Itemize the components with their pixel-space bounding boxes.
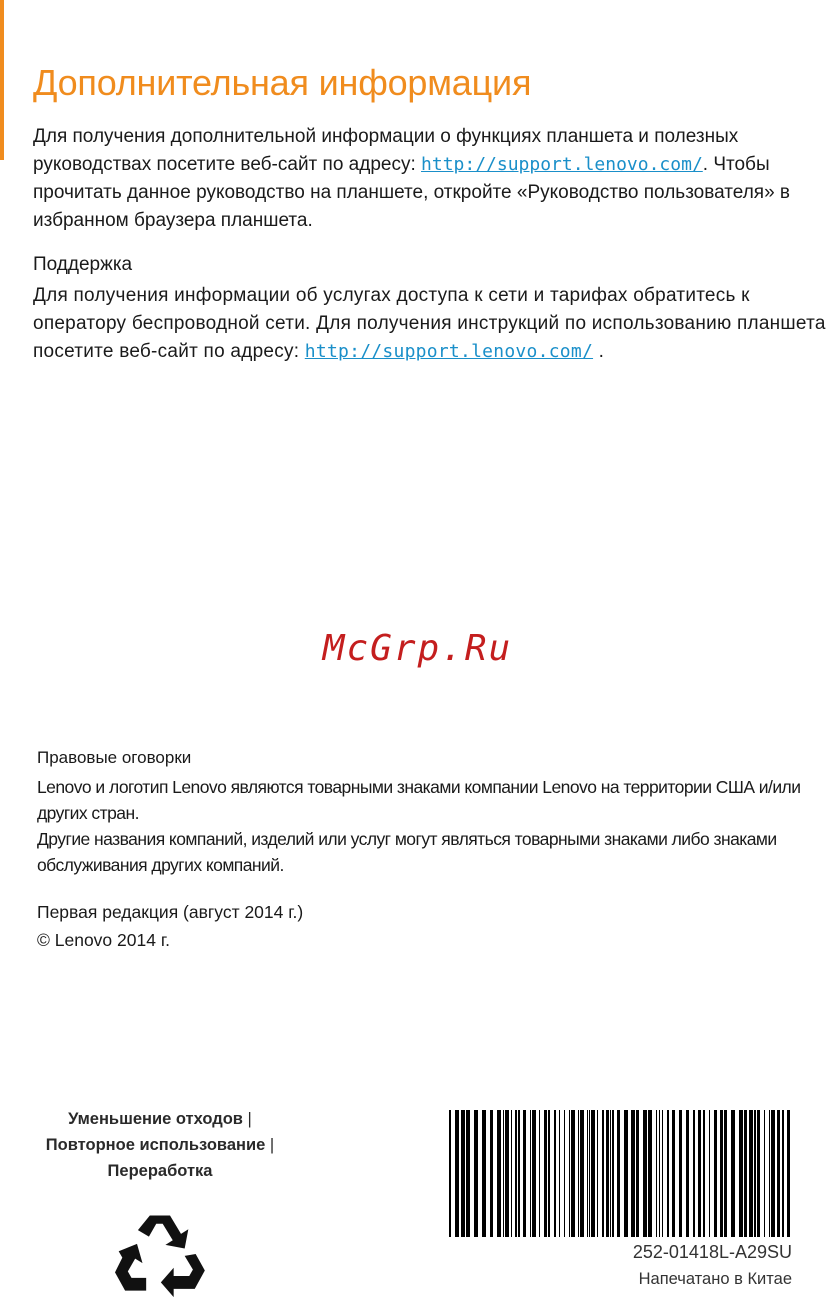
barcode-bar bbox=[764, 1110, 765, 1237]
barcode-bar bbox=[720, 1110, 723, 1237]
barcode-bar bbox=[610, 1110, 611, 1237]
barcode-bar bbox=[466, 1110, 470, 1237]
barcode-bar bbox=[518, 1110, 520, 1237]
support-paragraph bbox=[33, 282, 833, 366]
barcode-bar bbox=[612, 1110, 614, 1237]
barcode-bar bbox=[591, 1110, 595, 1237]
barcode-bar bbox=[643, 1110, 647, 1237]
barcode-bar bbox=[624, 1110, 628, 1237]
recycling-line-1: Уменьшение отходов bbox=[68, 1110, 243, 1128]
barcode-bar bbox=[497, 1110, 501, 1237]
support-heading: Поддержка bbox=[33, 254, 133, 275]
barcode-bar bbox=[449, 1110, 451, 1237]
barcode-bar bbox=[739, 1110, 743, 1237]
barcode-bar bbox=[636, 1110, 639, 1237]
barcode-bar bbox=[631, 1110, 635, 1237]
barcode-bar bbox=[686, 1110, 689, 1237]
barcode-bar bbox=[659, 1110, 660, 1237]
barcode-bar bbox=[515, 1110, 517, 1237]
barcode-bar bbox=[667, 1110, 669, 1237]
barcode-bar bbox=[703, 1110, 705, 1237]
barcode-bar bbox=[554, 1110, 556, 1237]
legal-trademark-text: Lenovo и логотип Lenovo являются товарными знаками компании Lenovo на территории США и/или других стран. bbox=[37, 777, 801, 823]
barcode-bar bbox=[672, 1110, 675, 1237]
legal-heading: Правовые оговорки bbox=[37, 748, 192, 767]
info-text-before: Для получения дополнительной информации о функциях планшета и полезных руководствах посетите веб-сайт по адресу: bbox=[33, 126, 739, 175]
edition-text: Первая редакция (август 2014 г.) bbox=[37, 902, 304, 922]
barcode-bar bbox=[597, 1110, 598, 1237]
barcode-bar bbox=[569, 1110, 570, 1237]
barcode-bar bbox=[455, 1110, 459, 1237]
barcode-bar bbox=[571, 1110, 575, 1237]
barcode-bar bbox=[693, 1110, 695, 1237]
barcode-bar bbox=[749, 1110, 753, 1237]
accent-bar bbox=[0, 0, 4, 160]
barcode-bar bbox=[580, 1110, 584, 1237]
barcode-bar bbox=[490, 1110, 493, 1237]
barcode-bar bbox=[679, 1110, 682, 1237]
barcode-bar bbox=[698, 1110, 701, 1237]
barcode-bar bbox=[662, 1110, 663, 1237]
barcode-bar bbox=[648, 1110, 652, 1237]
barcode-bar bbox=[714, 1110, 717, 1237]
barcode-bar bbox=[544, 1110, 547, 1237]
barcode-bar bbox=[530, 1110, 531, 1237]
barcode-bar bbox=[503, 1110, 504, 1237]
legal-other-trademarks-text: Другие названия компаний, изделий или услуг могут являться товарными знаками либо знаками обслуживания других компаний. bbox=[37, 829, 777, 875]
support-link-2[interactable]: http://support.lenovo.com/ bbox=[304, 341, 594, 362]
barcode-bar bbox=[587, 1110, 588, 1237]
barcode-bar bbox=[709, 1110, 710, 1237]
support-link[interactable]: http://support.lenovo.com/ bbox=[421, 154, 703, 175]
printed-in-text: Напечатано в Китае bbox=[638, 1270, 792, 1288]
barcode-bar bbox=[771, 1110, 775, 1237]
barcode-bar bbox=[724, 1110, 727, 1237]
barcode bbox=[449, 1110, 792, 1237]
barcode-bar bbox=[564, 1110, 565, 1237]
barcode-bar bbox=[744, 1110, 747, 1237]
recycling-line-3: Переработка bbox=[107, 1162, 213, 1180]
barcode-bar bbox=[523, 1110, 526, 1237]
barcode-bar bbox=[482, 1110, 486, 1237]
support-text-before: Для получения информации об услугах доступа к сети и тарифах обратитесь к оператору беспроводной сети. Для получения инструкций по использованию планшета посетите веб-сайт по адресу: bbox=[33, 285, 826, 362]
page-title: Дополнительная информация bbox=[33, 62, 532, 103]
recycling-slogan bbox=[0, 1106, 320, 1184]
barcode-bar bbox=[656, 1110, 657, 1237]
barcode-bar bbox=[617, 1110, 620, 1237]
barcode-bar bbox=[559, 1110, 560, 1237]
barcode-bar bbox=[539, 1110, 540, 1237]
barcode-bar bbox=[589, 1110, 590, 1237]
barcode-bar bbox=[769, 1110, 770, 1237]
separator-2: | bbox=[269, 1136, 275, 1154]
barcode-bar bbox=[461, 1110, 465, 1237]
barcode-bar bbox=[578, 1110, 579, 1237]
recycling-line-2: Повторное использование bbox=[45, 1136, 266, 1154]
barcode-bar bbox=[731, 1110, 735, 1237]
barcode-bar bbox=[757, 1110, 760, 1237]
barcode-bar bbox=[606, 1110, 609, 1237]
separator-1: | bbox=[247, 1110, 252, 1128]
barcode-bar bbox=[511, 1110, 512, 1237]
barcode-bar bbox=[787, 1110, 790, 1237]
barcode-number: 252-01418L-A29SU bbox=[632, 1242, 792, 1262]
edition-block bbox=[37, 898, 303, 954]
support-text-after: . bbox=[593, 341, 605, 362]
barcode-bar bbox=[532, 1110, 536, 1237]
info-paragraph bbox=[33, 123, 833, 235]
barcode-bar bbox=[548, 1110, 550, 1237]
recycle-icon bbox=[113, 1210, 205, 1298]
barcode-bar bbox=[505, 1110, 509, 1237]
barcode-bar bbox=[602, 1110, 604, 1237]
copyright-text: © Lenovo 2014 г. bbox=[37, 930, 170, 950]
barcode-bar bbox=[474, 1110, 478, 1237]
barcode-bar bbox=[777, 1110, 780, 1237]
info-text-after: . Чтобы прочитать данное руководство на планшете, откройте «Руководство пользователя» в избранном браузера планшета. bbox=[33, 154, 791, 231]
barcode-bar bbox=[754, 1110, 756, 1237]
watermark: McGrp.Ru bbox=[322, 628, 513, 669]
barcode-bar bbox=[782, 1110, 784, 1237]
